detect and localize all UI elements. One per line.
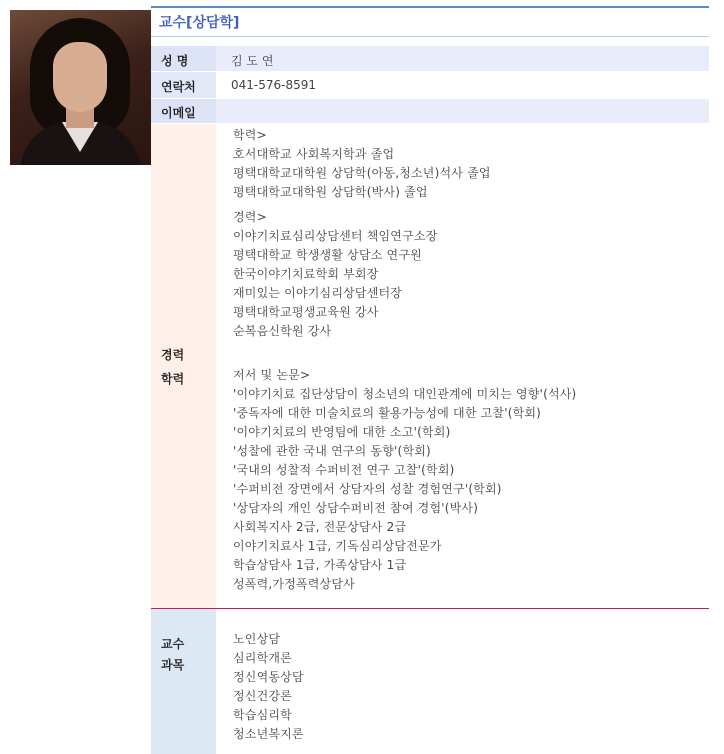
- courses-block: [151, 609, 709, 754]
- education-line: 평택대학교대학원 상담학(박사) 졸업: [233, 185, 428, 199]
- name-label: 성 명: [161, 54, 189, 68]
- publication-line: '수퍼비전 장면에서 상담자의 성찰 경험연구'(학회): [233, 482, 502, 496]
- course-item: 정신역동상담: [233, 670, 304, 684]
- contact-label: 연락처: [161, 80, 196, 94]
- experience-line: 평택대학교 학생생활 상담소 연구원: [233, 248, 422, 262]
- experience-line: 경력>: [233, 210, 267, 224]
- publication-line: 성폭력,가정폭력상담사: [233, 577, 355, 591]
- education-line: 호서대학교 사회복지학과 졸업: [233, 147, 395, 161]
- experience-list: [233, 208, 437, 341]
- experience-line: 순복음신학원 강사: [233, 324, 332, 338]
- publication-line: '상담자의 개인 상담수퍼비전 참여 경험'(박사): [233, 501, 479, 515]
- title-bar: [151, 6, 709, 37]
- education-line: 학력>: [233, 128, 267, 142]
- course-item: 학습심리학: [233, 708, 292, 722]
- experience-line: 평택대학교평생교육원 강사: [233, 305, 379, 319]
- page-title: 교수[상담학]: [159, 15, 240, 31]
- publication-line: '이야기치료의 반영팀에 대한 소고'(학회): [233, 425, 451, 439]
- publication-line: 저서 및 논문>: [233, 368, 311, 382]
- career-label-line1: 경력: [161, 348, 185, 362]
- email-label: 이메일: [161, 106, 196, 120]
- publication-line: 학습상담사 1급, 가족상담사 1급: [233, 558, 407, 572]
- course-item: 청소년복지론: [233, 727, 304, 741]
- education-list: [233, 126, 491, 202]
- course-item: 심리학개론: [233, 651, 292, 665]
- name-row: [151, 46, 709, 71]
- professor-photo: [10, 10, 151, 165]
- publication-line: 사회복지사 2급, 전문상담사 2급: [233, 520, 407, 534]
- experience-line: 재미있는 이야기심리상담센터장: [233, 286, 403, 300]
- name-value: 김 도 연: [231, 54, 274, 68]
- email-row: [151, 99, 709, 123]
- courses-label-line2: 과목: [161, 658, 185, 672]
- course-item: 정신건강론: [233, 689, 292, 703]
- publication-line: '중독자에 대한 미술치료의 활용가능성에 대한 고찰'(학회): [233, 406, 542, 420]
- courses-label-line1: 교수: [161, 637, 185, 651]
- publication-line: '이야기치료 집단상담이 청소년의 대인관계에 미치는 영향'(석사): [233, 387, 577, 401]
- experience-line: 한국이야기치료학회 부회장: [233, 267, 379, 281]
- career-label-line2: 학력: [161, 372, 185, 386]
- publication-line: '성찰에 관한 국내 연구의 동향'(학회): [233, 444, 431, 458]
- contact-value: 041-576-8591: [231, 78, 317, 92]
- career-block: [151, 124, 709, 608]
- education-line: 평택대학교대학원 상담학(아동,청소년)석사 졸업: [233, 166, 491, 180]
- experience-line: 이야기치료심리상담센터 책임연구소장: [233, 229, 438, 243]
- contact-row: [151, 72, 709, 98]
- publication-list: [233, 366, 576, 594]
- publication-line: 이야기치료사 1급, 기독심리상담전문가: [233, 539, 442, 553]
- course-item: 노인상담: [233, 632, 281, 646]
- publication-line: '국내의 성찰적 수퍼비전 연구 고찰'(학회): [233, 463, 455, 477]
- course-list: [233, 630, 304, 744]
